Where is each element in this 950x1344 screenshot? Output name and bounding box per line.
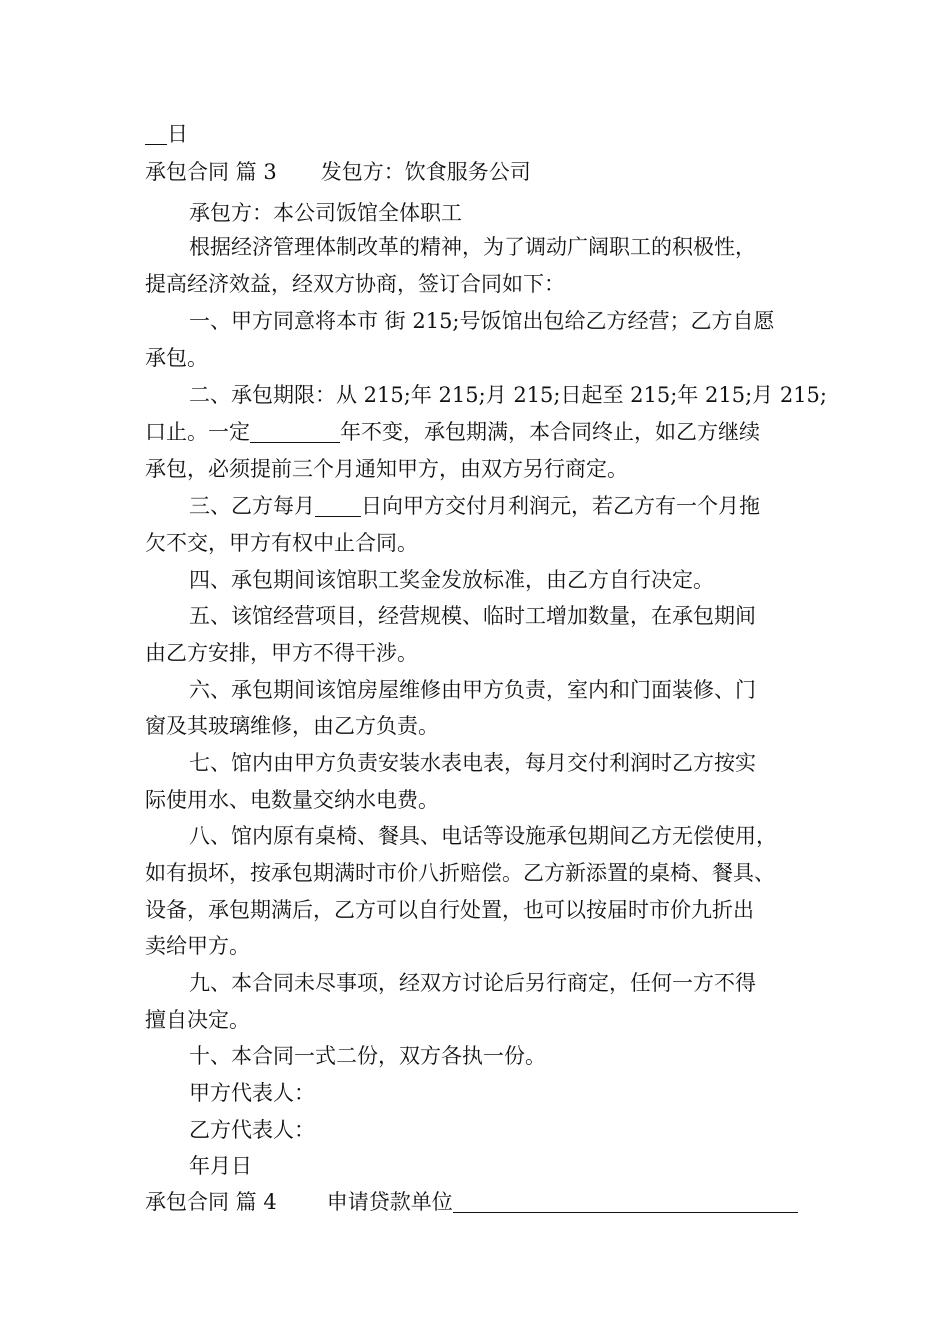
clause-8: 八、馆内原有桌椅、餐具、电话等设施承包期间乙方无偿使用， [189, 824, 777, 848]
clause-5: 五、该馆经营项目，经营规模、临时工增加数量，在承包期间 [189, 604, 756, 628]
paragraph-line: 窗及其玻璃维修，由乙方负责。 [145, 714, 439, 738]
date-line: 日 [145, 120, 188, 148]
paragraph-line: 设备，承包期满后，乙方可以自行处置，也可以按届时市价九折出 [145, 898, 754, 922]
clause-6: 六、承包期间该馆房屋维修由甲方负责，室内和门面装修、门 [189, 678, 756, 702]
clause-4: 四、承包期间该馆职工奖金发放标准，由乙方自行决定。 [189, 568, 714, 592]
paragraph-line: 如有损坏，按承包期满时市价八折赔偿。乙方新添置的桌椅、餐具、 [145, 861, 775, 885]
section-title: 承包合同 篇 3 [145, 160, 277, 184]
clause-1: 一、甲方同意将本市 街 215;号饭馆出包给乙方经营；乙方自愿 [189, 309, 775, 333]
clause-9: 九、本合同未尽事项，经双方讨论后另行商定，任何一方不得 [189, 971, 756, 995]
paragraph-line: 口止。一定 年不变，承包期满，本合同终止，如乙方继续 [145, 420, 760, 444]
clause-7: 七、馆内由甲方负责安装水表电表，每月交付利润时乙方按实 [189, 751, 756, 775]
clause-2: 二、承包期限：从 215;年 215;月 215;日起至 215;年 215;月 215; [189, 383, 827, 407]
clause-10: 十、本合同一式二份，双方各执一份。 [189, 1044, 546, 1068]
paragraph-line: 根据经济管理体制改革的精神，为了调动广阔职工的积极性， [189, 235, 756, 259]
section-heading-3: 承包合同 篇 3 发包方：饮食服务公司 [145, 160, 531, 184]
party-a-representative: 甲方代表人： [189, 1081, 315, 1105]
blank-underline [453, 1190, 798, 1213]
section-title: 承包合同 篇 4 [145, 1190, 277, 1214]
signature-date: 年月日 [189, 1154, 252, 1178]
paragraph-line: 际使用水、电数量交纳水电费。 [145, 788, 439, 812]
blank-underline [315, 494, 361, 517]
section-heading-4: 承包合同 篇 4 申请贷款单位 [145, 1188, 798, 1216]
paragraph-line: 承包。 [145, 346, 208, 370]
party-b-representative: 乙方代表人： [189, 1118, 315, 1142]
paragraph-line: 提高经济效益，经双方协商，签订合同如下： [145, 272, 565, 296]
blank-underline [145, 122, 167, 145]
paragraph-line: 卖给甲方。 [145, 934, 250, 958]
paragraph-line: 由乙方安排，甲方不得干涉。 [145, 641, 418, 665]
paragraph-line: 欠不交，甲方有权中止合同。 [145, 531, 418, 555]
paragraph-line: 承包，必须提前三个月通知甲方，由双方另行商定。 [145, 457, 628, 481]
paragraph-line: 擅自决定。 [145, 1008, 250, 1032]
blank-underline [250, 420, 340, 443]
paragraph-line: 承包方：本公司饭馆全体职工 [189, 201, 462, 225]
clause-3: 三、乙方每月 日向甲方交付月利润元，若乙方有一个月拖 [189, 494, 760, 518]
